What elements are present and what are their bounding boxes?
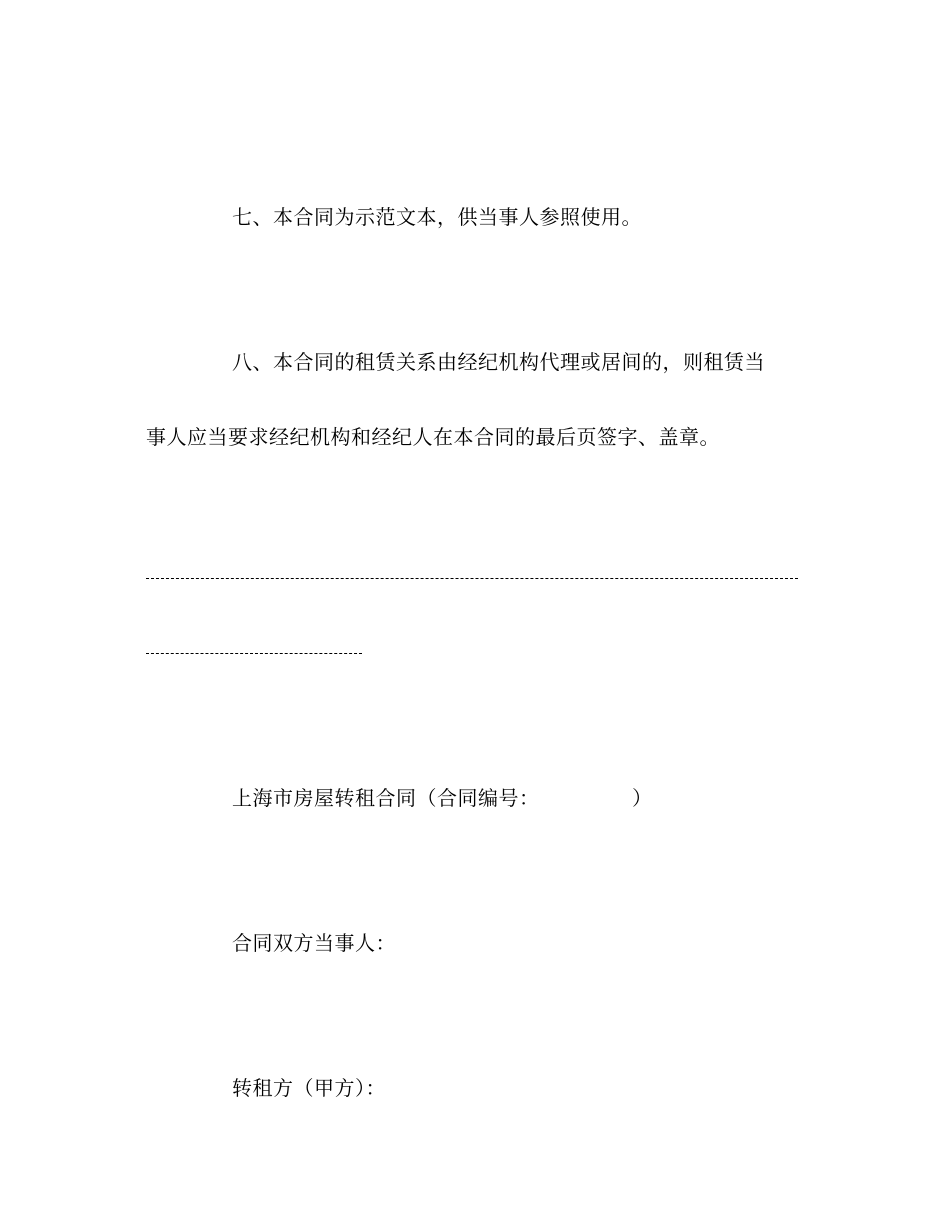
clause-8-text-line-2: 事人应当要求经纪机构和经纪人在本合同的最后页签字、盖章。 [146, 425, 720, 449]
party-a-label: 转租方（甲方）： [232, 1076, 386, 1100]
section-divider-line-2 [146, 653, 362, 654]
parties-heading: 合同双方当事人： [232, 931, 396, 955]
section-divider-line-1 [146, 578, 798, 579]
clause-8-text-line-1: 八、本合同的租赁关系由经纪机构代理或居间的，则租赁当 [232, 350, 765, 374]
contract-title: 上海市房屋转租合同（合同编号： ） [232, 786, 653, 810]
clause-7-text: 七、本合同为示范文本，供当事人参照使用。 [232, 205, 642, 229]
